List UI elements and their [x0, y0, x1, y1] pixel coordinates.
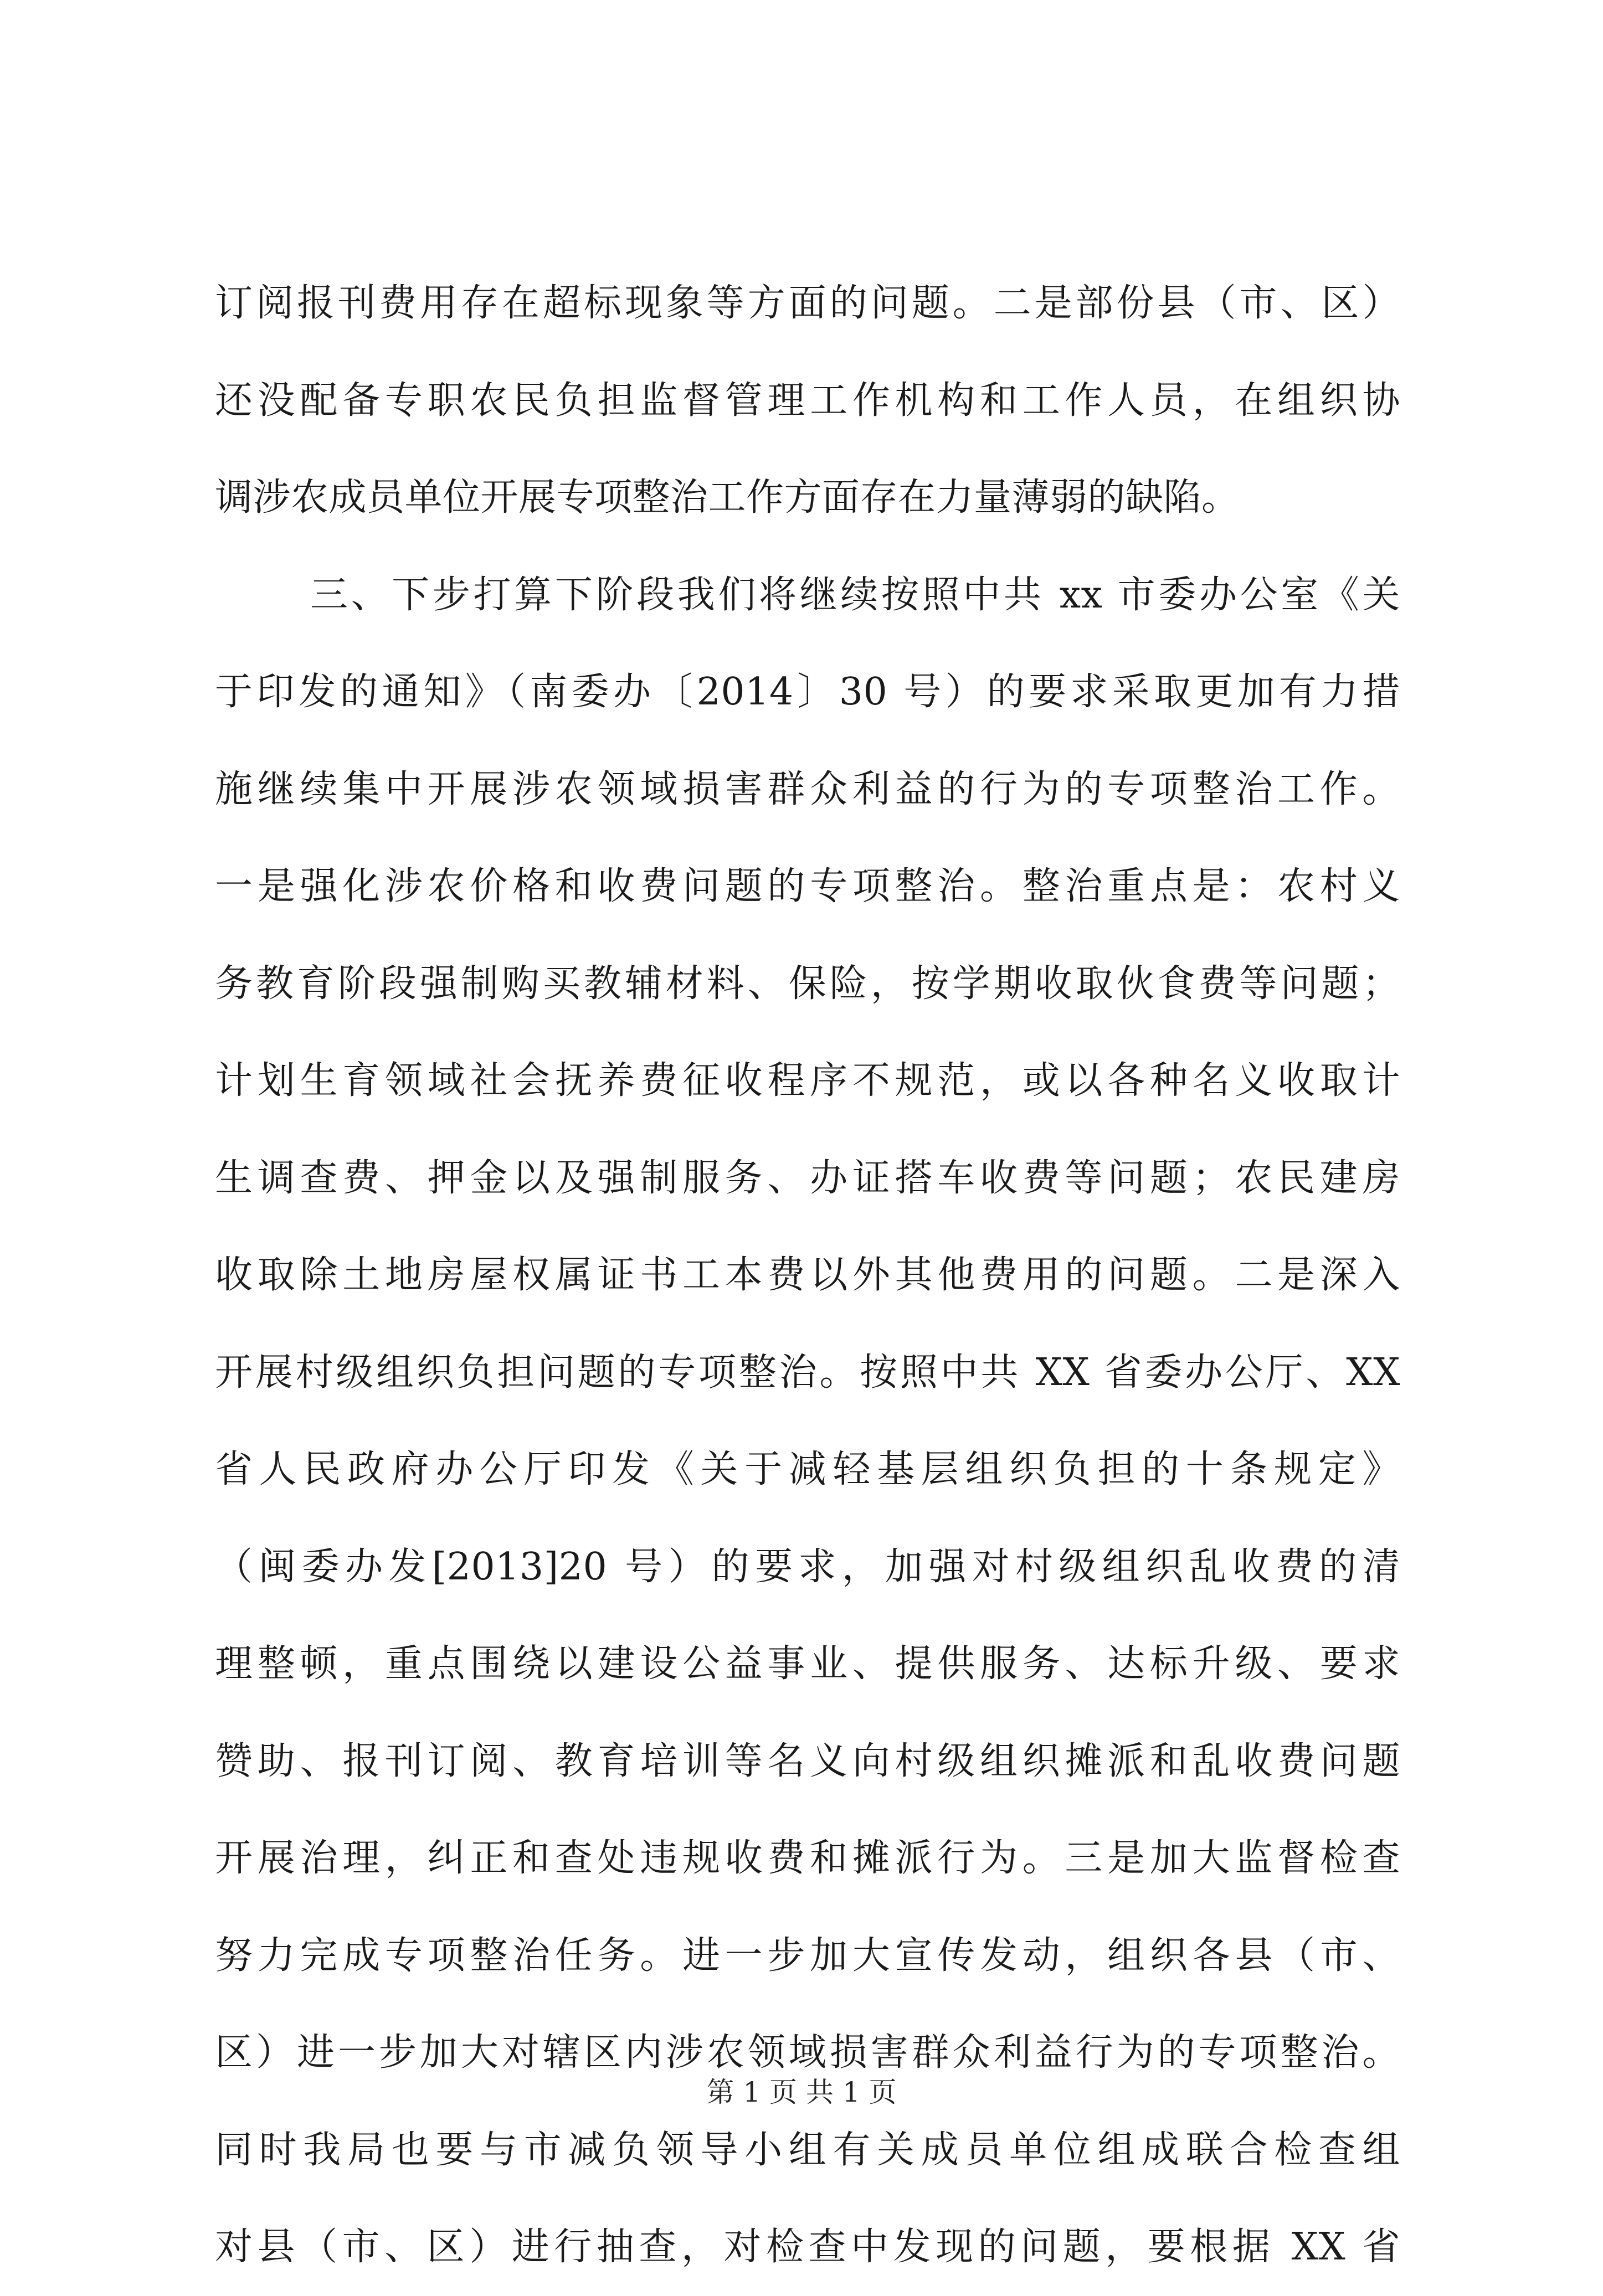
text-line: 理整顿，重点围绕以建设公益事业、提供服务、达标升级、要求	[215, 1642, 1400, 1686]
text-line: 还没配备专职农民负担监督管理工作机构和工作人员，在组织协	[215, 378, 1400, 423]
text-line: 订阅报刊费用存在超标现象等方面的问题。二是部份县（市、区）	[215, 281, 1400, 325]
text-line: 施继续集中开展涉农领域损害群众利益的行为的专项整治工作。	[215, 767, 1400, 811]
text-line: 调涉农成员单位开展专项整治工作方面存在力量薄弱的缺陷。	[215, 476, 1240, 519]
body-text	[215, 255, 1400, 2296]
text-line: 区）进一步加大对辖区内涉农领域损害群众利益行为的专项整治。	[215, 2031, 1400, 2074]
text-line: 收取除土地房屋权属证书工本费以外其他费用的问题。二是深入	[215, 1253, 1400, 1297]
text-line: 于印发的通知》（南委办〔2014〕30 号）的要求采取更加有力措	[215, 670, 1400, 714]
text-line: 一是强化涉农价格和收费问题的专项整治。整治重点是：农村义	[215, 864, 1400, 908]
text-line: 同时我局也要与市减负领导小组有关成员单位组成联合检查组	[215, 2128, 1400, 2172]
text-line: 务教育阶段强制购买教辅材料、保险，按学期收取伙食费等问题；	[215, 961, 1400, 1006]
text-line: 开展村级组织负担问题的专项整治。按照中共 XX 省委办公厅、XX	[215, 1350, 1400, 1394]
text-line: （闽委办发[2013]20 号）的要求，加强对村级组织乱收费的清	[215, 1545, 1400, 1589]
page-number-footer: 第 1 页 共 1 页	[706, 2076, 897, 2108]
text-line: 省人民政府办公厅印发《关于减轻基层组织负担的十条规定》	[215, 1448, 1400, 1491]
text-line: 赞助、报刊订阅、教育培训等名义向村级组织摊派和乱收费问题	[215, 1739, 1400, 1783]
text-line: 努力完成专项整治任务。进一步加大宣传发动，组织各县（市、	[215, 1933, 1400, 1978]
paragraph-first-line: 三、下步打算下阶段我们将继续按照中共 xx 市委办公室《关	[310, 573, 1400, 617]
text-line: 对县（市、区）进行抽查，对检查中发现的问题，要根据 XX 省	[215, 2225, 1400, 2269]
text-line: 计划生育领域社会抚养费征收程序不规范，或以各种名义收取计	[215, 1059, 1400, 1103]
text-line: 生调查费、押金以及强制服务、办证搭车收费等问题；农民建房	[215, 1156, 1400, 1200]
text-line: 开展治理，纠正和查处违规收费和摊派行为。三是加大监督检查	[215, 1836, 1400, 1880]
